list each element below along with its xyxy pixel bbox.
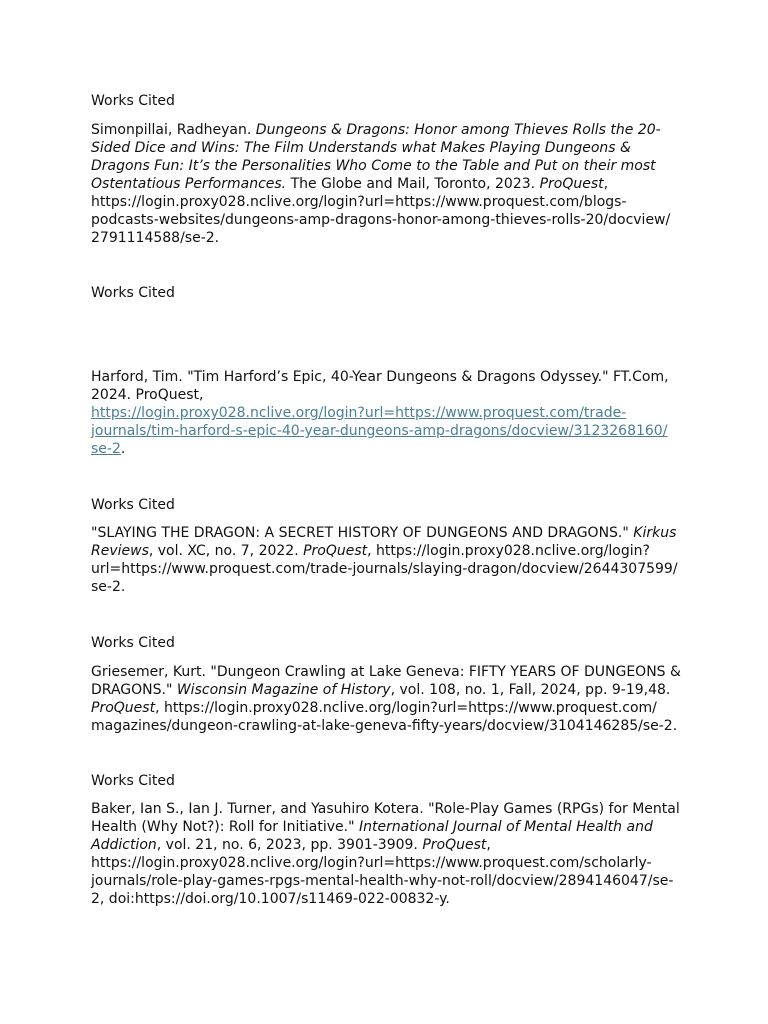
citation-line [91, 699, 681, 717]
citation-italic-text: Kirkus [633, 525, 677, 541]
works-cited-heading-3: Works Cited [91, 497, 175, 513]
citation-text: , vol. 21, no. 6, 2023, pp. 3901-3909. [156, 837, 423, 853]
citation-text: , vol. 108, no. 1, Fall, 2024, pp. 9-19,48. [390, 682, 671, 698]
citation-link[interactable]: https://login.proxy028.nclive.org/login?url=https://www.proquest.com/trade- [91, 405, 627, 421]
citation-line [91, 854, 681, 872]
citation-baker [91, 800, 681, 908]
works-cited-heading-5: Works Cited [91, 773, 175, 789]
citation-text: https://login.proxy028.nclive.org/login?url=https://www.proquest.com/scholarly- [91, 855, 652, 871]
citation-text: , [486, 837, 491, 853]
citation-line [91, 157, 681, 175]
citation-simonpillai [91, 121, 681, 247]
citation-line [91, 175, 681, 193]
citation-text: 2024. ProQuest, [91, 387, 204, 403]
citation-line [91, 121, 681, 139]
citation-text: Harford, Tim. "Tim Harford’s Epic, 40-Year Dungeons & Dragons Odyssey." FT.Com, [91, 369, 669, 385]
citation-italic-text: ProQuest [422, 837, 487, 853]
citation-line [91, 800, 681, 818]
citation-italic-text: International Journal of Mental Health and [358, 819, 653, 835]
citation-line [91, 890, 681, 908]
citation-text: , https://login.proxy028.nclive.org/login? [367, 543, 650, 559]
citation-text: Simonpillai, Radheyan. [91, 122, 256, 138]
citation-line [91, 422, 681, 440]
citation-text: 2791114588/se-2. [91, 230, 220, 246]
citation-text: 2, doi:https://doi.org/10.1007/s11469-022-00832-y. [91, 891, 450, 907]
citation-text: podcasts-websites/dungeons-amp-dragons-honor-among-thieves-rolls-20/docview/ [91, 212, 671, 228]
citation-italic-text: ProQuest [539, 176, 604, 192]
citation-link[interactable]: journals/tim-harford-s-epic-40-year-dungeons-amp-dragons/docview/3123268160/ [91, 423, 668, 439]
citation-text: , vol. XC, no. 7, 2022. [148, 543, 304, 559]
citation-text: Health (Why Not?): Roll for Initiative." [91, 819, 359, 835]
citation-line [91, 368, 681, 386]
citation-text: Griesemer, Kurt. "Dungeon Crawling at Lake Geneva: FIFTY YEARS OF DUNGEONS & [91, 664, 681, 680]
works-cited-heading-2: Works Cited [91, 285, 175, 301]
citation-line [91, 681, 681, 699]
citation-italic-text: Sided Dice and Wins: The Film Understands what Makes Playing Dungeons & [91, 140, 631, 156]
citation-italic-text: Ostentatious Performances. [91, 176, 287, 192]
citation-text: se-2. [91, 579, 126, 595]
citation-line [91, 193, 681, 211]
citation-link[interactable]: se-2 [91, 441, 121, 457]
citation-text: "SLAYING THE DRAGON: A SECRET HISTORY OF DUNGEONS AND DRAGONS." [91, 525, 634, 541]
citation-italic-text: Wisconsin Magazine of History [176, 682, 391, 698]
citation-line [91, 386, 681, 404]
citation-text: , [603, 176, 609, 192]
works-cited-heading-1: Works Cited [91, 93, 175, 109]
citation-italic-text: ProQuest [91, 700, 156, 716]
citation-italic-text: ProQuest [303, 543, 368, 559]
citation-line [91, 717, 681, 735]
citation-line [91, 560, 681, 578]
citation-text: url=https://www.proquest.com/trade-journals/slaying-dragon/docview/2644307599/ [91, 561, 678, 577]
works-cited-heading-4: Works Cited [91, 635, 175, 651]
citation-line [91, 818, 681, 836]
citation-harford [91, 368, 681, 458]
citation-line [91, 211, 681, 229]
citation-text: . [120, 441, 126, 457]
citation-line [91, 139, 681, 157]
citation-slaying-the-dragon [91, 524, 681, 596]
citation-line [91, 524, 681, 542]
citation-text: DRAGONS." [91, 682, 177, 698]
citation-line [91, 542, 681, 560]
citation-text: The Globe and Mail, Toronto, 2023. [286, 176, 540, 192]
citation-text: magazines/dungeon-crawling-at-lake-geneva-fifty-years/docview/3104146285/se-2. [91, 718, 678, 734]
citation-line [91, 229, 681, 247]
citation-italic-text: Addiction [91, 837, 157, 853]
citation-italic-text: Dragons Fun: It’s the Personalities Who Come to the Table and Put on their most [91, 158, 656, 174]
citation-line [91, 404, 681, 422]
citation-text: journals/role-play-games-rpgs-mental-health-why-not-roll/docview/2894146047/se- [91, 873, 674, 889]
citation-line [91, 872, 681, 890]
citation-line [91, 440, 681, 458]
citation-griesemer [91, 663, 681, 735]
citation-text: https://login.proxy028.nclive.org/login?url=https://www.proquest.com/blogs- [91, 194, 627, 210]
citation-text: , https://login.proxy028.nclive.org/login?url=https://www.proquest.com/ [155, 700, 657, 716]
citation-line [91, 578, 681, 596]
citation-line [91, 663, 681, 681]
citation-italic-text: Reviews [91, 543, 149, 559]
citation-text: Baker, Ian S., Ian J. Turner, and Yasuhiro Kotera. "Role-Play Games (RPGs) for Mental [91, 801, 680, 817]
citation-italic-text: Dungeons & Dragons: Honor among Thieves Rolls the 20- [255, 122, 661, 138]
citation-line [91, 836, 681, 854]
